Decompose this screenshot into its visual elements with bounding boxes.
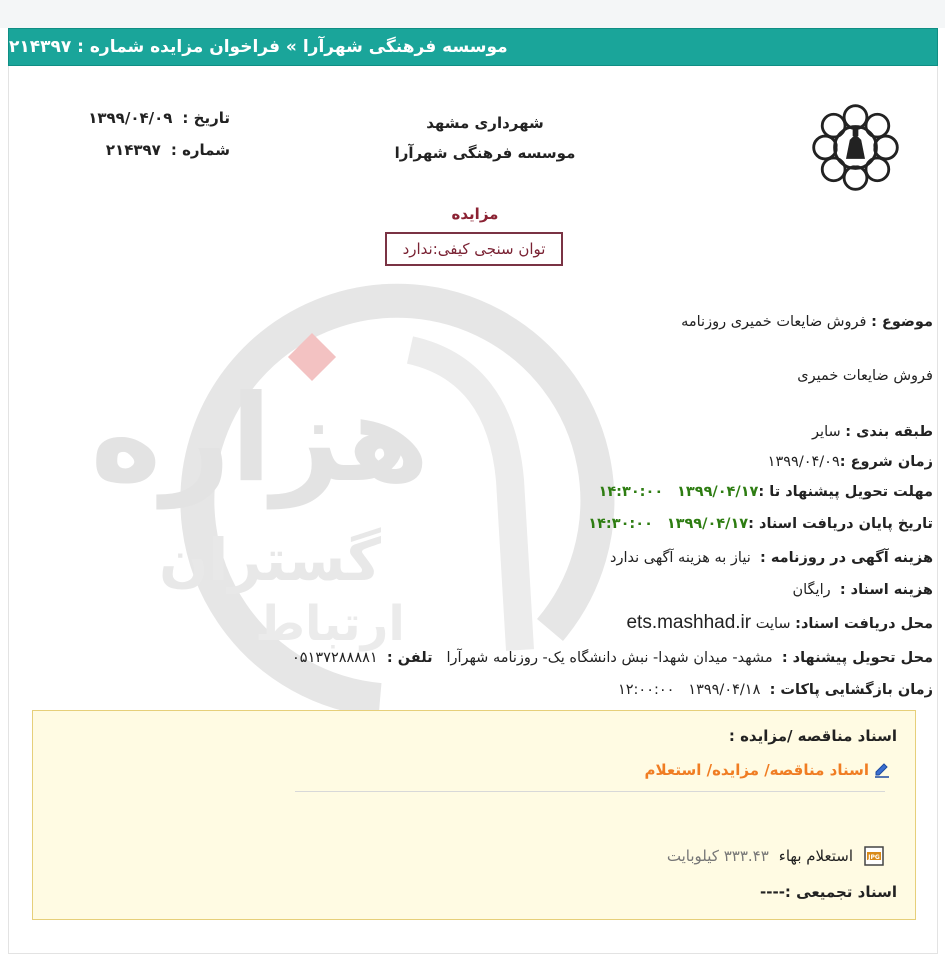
category-value: سایر: [812, 424, 841, 440]
phone-label: تلفن :: [386, 650, 433, 666]
institute-name: موسسه فرهنگی شهرآرا: [394, 144, 576, 162]
deadline-row: [598, 484, 933, 500]
combined-documents: اسناد تجمیعی :----: [760, 883, 897, 901]
document-place-prefix: سایت: [755, 616, 791, 632]
documents-link-label[interactable]: اسناد مناقصه/ مزایده/ استعلام: [644, 761, 869, 779]
description-row: [797, 368, 933, 384]
watermark-logo: [80, 230, 640, 720]
number-value: ۲۱۴۳۹۷: [105, 141, 161, 159]
document-end-date: ۱۳۹۹/۰۴/۱۷: [666, 516, 749, 532]
document-end-time: ۱۴:۳۰:۰۰: [588, 516, 653, 532]
quality-assessment-text: توان سنجی کیفی:ندارد: [402, 240, 546, 258]
date-value: ۱۳۹۹/۰۴/۰۹: [88, 109, 173, 127]
documents-section: [32, 710, 916, 920]
phone-value: ۰۵۱۳۷۲۸۸۸۸۱: [292, 650, 378, 666]
watermark-word-1: هزاره: [90, 370, 430, 509]
document-end-label: تاریخ پایان دریافت اسناد :: [748, 516, 933, 532]
top-stripe: [0, 0, 945, 28]
opening-label: زمان بازگشایی پاکات :: [769, 682, 933, 698]
deadline-time: ۱۴:۳۰:۰۰: [598, 484, 664, 500]
header-title: موسسه فرهنگی شهرآرا » فراخوان مزایده شماره : ۲۱۴۳۹۷: [9, 37, 508, 57]
municipality-name: شهرداری مشهد: [426, 114, 544, 132]
file-size: ۳۳۳.۴۳ کیلوبایت: [666, 847, 769, 865]
ad-cost-label: هزینه آگهی در روزنامه :: [759, 550, 933, 566]
svg-text:JPG: JPG: [868, 854, 880, 861]
document-cost-label: هزینه اسناد :: [839, 582, 933, 598]
documents-link[interactable]: [645, 761, 892, 779]
edit-pencil-icon: [873, 761, 891, 779]
jpg-file-icon: [863, 845, 885, 867]
ad-cost-row: [610, 550, 933, 566]
delivery-row: [292, 650, 933, 666]
date-label: تاریخ :: [182, 109, 230, 127]
ad-cost-value: نیاز به هزینه آگهی ندارد: [610, 550, 751, 566]
subject-label: موضوع :: [871, 314, 933, 330]
document-cost-row: [792, 582, 933, 598]
category-label: طبقه بندی :: [845, 424, 933, 440]
delivery-value: مشهد- میدان شهدا- نبش دانشگاه یک- روزنامه شهرآرا: [446, 650, 773, 666]
description-text: فروش ضایعات خمیری: [797, 368, 933, 384]
auction-title: مزایده: [451, 205, 499, 223]
start-time-value: ۱۳۹۹/۰۴/۰۹: [767, 454, 840, 470]
subject-row: [681, 314, 933, 330]
documents-title: اسناد مناقصه /مزایده :: [728, 727, 897, 745]
quality-assessment-badge: [385, 232, 563, 266]
page-header: [8, 28, 938, 66]
delivery-label: محل تحویل پیشنهاد :: [781, 650, 933, 666]
start-time-label: زمان شروع :: [839, 454, 933, 470]
subject-value: فروش ضایعات خمیری روزنامه: [681, 314, 867, 330]
category-row: [812, 424, 933, 440]
notice-meta: [30, 102, 230, 166]
file-name[interactable]: استعلام بهاء: [778, 847, 853, 865]
documents-divider: [295, 791, 885, 792]
city-emblem-icon: [808, 100, 903, 195]
watermark-word-3: ارتباط: [255, 596, 405, 652]
opening-time: ۱۲:۰۰:۰۰: [617, 682, 675, 698]
deadline-label: مهلت تحویل پیشنهاد تا :: [758, 484, 933, 500]
start-time-row: [768, 454, 933, 470]
document-place-row: [626, 612, 933, 634]
file-item[interactable]: [667, 845, 885, 867]
watermark-word-2: گستران: [159, 526, 381, 594]
document-end-row: [588, 516, 933, 532]
organization-block: [360, 108, 610, 168]
document-cost-value: رایگان: [792, 582, 831, 598]
document-place-label: محل دریافت اسناد:: [795, 616, 933, 632]
deadline-date: ۱۳۹۹/۰۴/۱۷: [677, 484, 759, 500]
opening-date: ۱۳۹۹/۰۴/۱۸: [688, 682, 761, 698]
number-label: شماره :: [170, 141, 230, 159]
opening-row: [618, 682, 933, 698]
document-place-site: ets.mashhad.ir: [626, 612, 752, 633]
